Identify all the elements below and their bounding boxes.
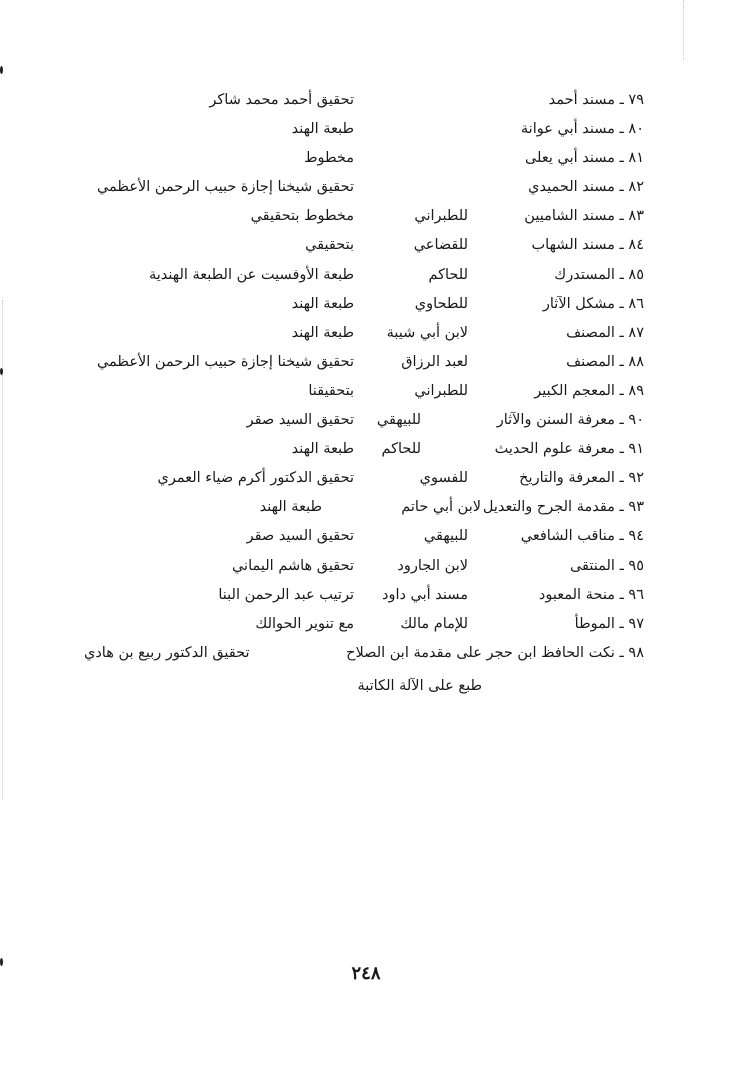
reference-entry — [84, 202, 644, 231]
entry-title: ٩٥ ـ المنتقى — [569, 557, 644, 574]
reference-entry — [84, 522, 644, 551]
entry-note: مخطوط — [304, 150, 354, 167]
reference-entry — [84, 115, 644, 144]
entry-title: ٨٦ ـ مشكل الآثار — [542, 295, 644, 312]
entry-author: للبيهقي — [423, 528, 468, 545]
reference-entry — [84, 610, 644, 639]
entry-title: ٨٠ ـ مسند أبي عوانة — [520, 121, 644, 138]
references-list — [84, 86, 644, 668]
entry-title: ٩٦ ـ منحة المعبود — [538, 586, 644, 603]
entry-title: ٩٣ ـ مقدمة الجرح والتعديل — [482, 499, 644, 516]
reference-entry — [84, 348, 644, 377]
entry-note: تحقيق هاشم اليماني — [231, 557, 354, 574]
reference-entry — [84, 173, 644, 202]
scan-edge-line — [683, 0, 684, 60]
entry-author: للطبراني — [414, 208, 468, 225]
reference-entry — [84, 377, 644, 406]
entry-author: للقضاعي — [413, 237, 468, 254]
entry-title: ٨١ ـ مسند أبي يعلى — [524, 150, 644, 167]
scan-edge-line — [2, 300, 3, 800]
entry-title: ٧٩ ـ مسند أحمد — [548, 92, 644, 108]
entry-author: لابن أبي شيبة — [386, 324, 468, 341]
reference-entry — [84, 435, 644, 464]
entry-author: لابن الجارود — [397, 557, 468, 574]
reference-entry — [84, 231, 644, 260]
entry-note: طبعة الهند — [291, 441, 354, 458]
entry-note: تحقيق الدكتور أكرم ضياء العمري — [157, 470, 354, 487]
reference-entry — [84, 639, 644, 668]
scan-mark — [0, 368, 3, 375]
reference-entry — [84, 261, 644, 290]
entry-author: للحاكم — [428, 266, 468, 283]
entry-title: ٩١ ـ معرفة علوم الحديث — [494, 441, 644, 458]
entry-note: تحقيق الدكتور ربيع بن هادي — [84, 644, 250, 661]
entry-author: للفسوي — [419, 470, 468, 487]
entry-note: طبعة الهند — [291, 324, 354, 341]
entry-note: مخطوط بتحقيقي — [250, 208, 354, 225]
entry-title: ٨٣ ـ مسند الشاميين — [524, 208, 644, 225]
reference-entry — [84, 290, 644, 319]
entry-note: طبعة الهند — [291, 295, 354, 312]
scan-mark — [0, 66, 3, 74]
entry-author: لعبد الرزاق — [401, 353, 468, 370]
page-number: ٢٤٨ — [351, 963, 381, 984]
entry-title: ٩٨ ـ نكت الحافظ ابن حجر على مقدمة ابن الصلاح — [346, 644, 644, 661]
entry-title: ٨٨ ـ المصنف — [566, 353, 644, 370]
reference-entry — [84, 319, 644, 348]
entry-author: للحاكم — [381, 441, 421, 458]
entry-title: ٨٥ ـ المستدرك — [554, 266, 644, 283]
reference-entry — [84, 493, 644, 522]
entry-author: للبيهقي — [376, 412, 421, 429]
entry-note: تحقيق أحمد محمد شاكر — [209, 92, 354, 108]
entry-note: تحقيق شيخنا إجازة حبيب الرحمن الأعظمي — [96, 179, 354, 196]
reference-entry — [84, 144, 644, 173]
entry-author: للطبراني — [414, 382, 468, 399]
entry-continuation: طبع على الآلة الكاتبة — [357, 678, 482, 694]
reference-entry — [84, 552, 644, 581]
entry-title: ٩٧ ـ الموطأ — [574, 615, 644, 632]
entry-title: ٨٢ ـ مسند الحميدي — [528, 179, 644, 196]
entry-title: ٨٧ ـ المصنف — [566, 324, 644, 341]
reference-entry — [84, 86, 644, 115]
entry-note: طبعة الأوفسيت عن الطبعة الهندية — [148, 266, 354, 283]
entry-title: ٩٤ ـ مناقب الشافعي — [520, 528, 644, 545]
entry-note: طبعة الهند — [291, 121, 354, 138]
entry-title: ٨٩ ـ المعجم الكبير — [534, 382, 644, 399]
entry-title: ٩٢ ـ المعرفة والتاريخ — [519, 470, 644, 487]
reference-entry — [84, 581, 644, 610]
entry-note: مع تنوير الحوالك — [255, 615, 354, 632]
reference-entry — [84, 406, 644, 435]
entry-note: بتحقيقنا — [308, 382, 354, 399]
entry-title: ٨٤ ـ مسند الشهاب — [531, 237, 644, 254]
entry-author: لابن أبي حاتم — [401, 499, 481, 516]
entry-author: للطحاوي — [414, 295, 468, 312]
entry-author: للإمام مالك — [400, 615, 468, 632]
reference-entry — [84, 464, 644, 493]
entry-note: بتحقيقي — [305, 237, 354, 254]
entry-note: ترتيب عبد الرحمن البنا — [218, 586, 354, 603]
entry-note: تحقيق السيد صقر — [246, 412, 354, 429]
entry-title: ٩٠ ـ معرفة السنن والآثار — [496, 412, 644, 429]
entry-note: طبعة الهند — [259, 499, 322, 516]
entry-author: مسند أبي داود — [381, 586, 468, 603]
entry-note: تحقيق شيخنا إجازة حبيب الرحمن الأعظمي — [96, 353, 354, 370]
entry-note: تحقيق السيد صقر — [246, 528, 354, 545]
